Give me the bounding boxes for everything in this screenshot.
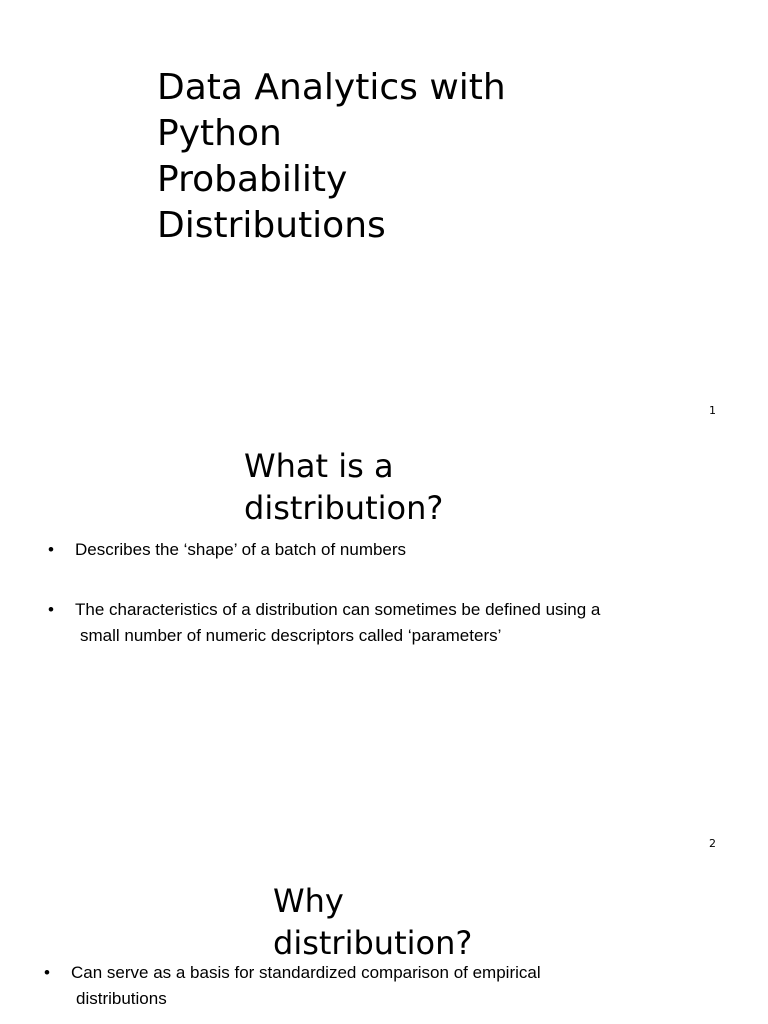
title-line: Data Analytics with bbox=[157, 67, 506, 108]
bullet-item bbox=[48, 537, 600, 563]
bullet-item bbox=[44, 960, 541, 1012]
bullet-text: The characteristics of a distribution can sometimes be defined using a bbox=[75, 600, 601, 619]
bullet-text: distributions bbox=[76, 989, 167, 1008]
bullet-text: Describes the ‘shape’ of a batch of numbers bbox=[75, 540, 407, 559]
title-line: Probability bbox=[157, 159, 348, 200]
slide-title bbox=[157, 65, 506, 249]
slide-2 bbox=[0, 430, 768, 863]
title-line: distribution? bbox=[273, 924, 473, 962]
bullet-icon: • bbox=[48, 600, 54, 619]
slide-title bbox=[273, 880, 472, 964]
title-line: Why bbox=[273, 882, 344, 920]
page-number: 1 bbox=[709, 404, 716, 417]
title-line: What is a bbox=[244, 447, 394, 485]
slide-3 bbox=[0, 863, 768, 1024]
bullet-text: Can serve as a basis for standardized comparison of empirical bbox=[71, 963, 541, 982]
title-line: Python bbox=[157, 113, 282, 154]
bullet-list bbox=[48, 537, 600, 649]
slide-1 bbox=[0, 0, 768, 430]
slide-title bbox=[244, 445, 443, 529]
bullet-item bbox=[48, 597, 600, 649]
bullet-list bbox=[44, 960, 541, 1012]
title-line: distribution? bbox=[244, 489, 444, 527]
bullet-text: small number of numeric descriptors called ‘parameters’ bbox=[80, 626, 502, 645]
bullet-icon: • bbox=[48, 540, 54, 559]
title-line: Distributions bbox=[157, 205, 386, 246]
page-number: 2 bbox=[709, 837, 716, 850]
bullet-icon: • bbox=[44, 963, 50, 982]
